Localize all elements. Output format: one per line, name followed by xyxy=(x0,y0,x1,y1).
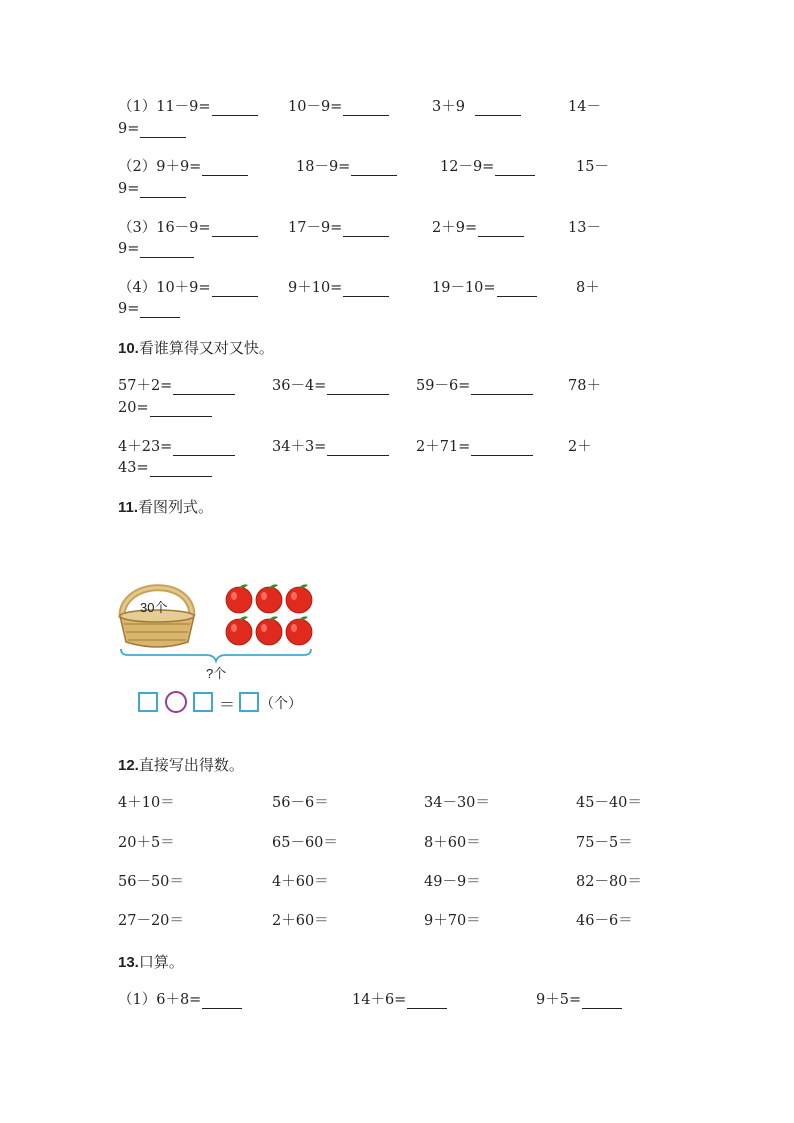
section-12-heading: 12.直接写出得数。 xyxy=(118,756,244,774)
problem-12-2-4: 75－5＝ xyxy=(576,835,633,851)
problem-13-2: 14＋6= xyxy=(352,991,447,1009)
answer-blank[interactable] xyxy=(140,123,186,138)
answer-blank[interactable] xyxy=(212,101,258,116)
equation-box-result[interactable] xyxy=(239,692,259,712)
answer-blank[interactable] xyxy=(140,303,180,318)
answer-blank[interactable] xyxy=(478,222,524,237)
problem-9-4-a: （4）10＋9= xyxy=(118,279,258,297)
problem-9-2-c: 12－9= xyxy=(440,158,535,176)
problem-9-3-c: 2＋9= xyxy=(432,219,524,237)
problem-9-4-b: 9＋10= xyxy=(288,279,389,297)
problem-9-1-c: 3＋9 xyxy=(432,98,521,116)
apple-icon xyxy=(256,616,282,645)
basket-apples-figure xyxy=(118,570,318,720)
total-brace xyxy=(121,649,311,661)
basket-label: 30个 xyxy=(140,600,168,615)
answer-blank[interactable] xyxy=(582,994,622,1009)
answer-blank[interactable] xyxy=(150,462,212,477)
section-13-heading: 13.口算。 xyxy=(118,953,184,971)
answer-blank[interactable] xyxy=(351,161,397,176)
answer-blank[interactable] xyxy=(212,282,258,297)
answer-blank[interactable] xyxy=(173,441,235,456)
apple-icon xyxy=(226,616,252,645)
equals-sign: ＝ xyxy=(219,695,236,714)
problem-9-1-e: 9= xyxy=(118,120,186,138)
apple-icon xyxy=(286,616,312,645)
problem-10-2-c: 2＋71= xyxy=(416,438,533,456)
problem-12-1-2: 56－6＝ xyxy=(272,795,329,811)
problem-10-2-e: 43= xyxy=(118,459,212,477)
problem-13-3: 9＋5= xyxy=(536,991,622,1009)
section-11-heading: 11.看图列式。 xyxy=(118,498,214,516)
answer-blank[interactable] xyxy=(202,994,242,1009)
problem-12-1-1: 4＋10＝ xyxy=(118,795,175,811)
problem-9-3-b: 17－9= xyxy=(288,219,389,237)
answer-blank[interactable] xyxy=(471,380,533,395)
answer-blank[interactable] xyxy=(150,402,212,417)
problem-12-2-1: 20＋5＝ xyxy=(118,835,175,851)
problem-12-1-4: 45－40＝ xyxy=(576,795,642,811)
problem-12-4-2: 2＋60＝ xyxy=(272,913,329,929)
problem-12-4-3: 9＋70＝ xyxy=(424,913,481,929)
answer-blank[interactable] xyxy=(327,380,389,395)
problem-10-1-e: 20= xyxy=(118,399,212,417)
section-10-heading: 10.看谁算得又对又快。 xyxy=(118,339,274,357)
problem-12-4-1: 27－20＝ xyxy=(118,913,184,929)
answer-blank[interactable] xyxy=(343,222,389,237)
problem-9-2-a: （2）9＋9= xyxy=(118,158,248,176)
problem-12-3-1: 56－50＝ xyxy=(118,874,184,890)
problem-9-3-e: 9= xyxy=(118,240,194,258)
apple-icon xyxy=(226,584,252,613)
problem-9-1-b: 10－9= xyxy=(288,98,389,116)
problem-9-2-e: 9= xyxy=(118,180,186,198)
problem-12-3-3: 49－9＝ xyxy=(424,874,481,890)
answer-blank[interactable] xyxy=(471,441,533,456)
problem-9-4-e: 9= xyxy=(118,300,180,318)
problem-10-1-c: 59－6= xyxy=(416,377,533,395)
answer-blank[interactable] xyxy=(202,161,248,176)
problem-12-2-2: 65－60＝ xyxy=(272,835,338,851)
problem-10-2-a: 4＋23= xyxy=(118,438,235,456)
answer-blank[interactable] xyxy=(475,101,521,116)
problem-12-3-2: 4＋60＝ xyxy=(272,874,329,890)
answer-blank[interactable] xyxy=(327,441,389,456)
answer-blank[interactable] xyxy=(173,380,235,395)
answer-blank[interactable] xyxy=(212,222,258,237)
problem-9-4-d: 8＋ xyxy=(576,280,600,296)
problem-10-2-b: 34＋3= xyxy=(272,438,389,456)
problem-9-2-b: 18－9= xyxy=(296,158,397,176)
answer-blank[interactable] xyxy=(343,101,389,116)
problem-10-1-b: 36－4= xyxy=(272,377,389,395)
equation-operator-circle[interactable] xyxy=(165,691,187,713)
apple-icon xyxy=(256,584,282,613)
unit-label: （个） xyxy=(260,696,302,712)
equation-box-1[interactable] xyxy=(138,692,158,712)
answer-blank[interactable] xyxy=(407,994,447,1009)
problem-12-2-3: 8＋60＝ xyxy=(424,835,481,851)
answer-blank[interactable] xyxy=(140,243,194,258)
answer-blank[interactable] xyxy=(497,282,537,297)
problem-10-2-d: 2＋ xyxy=(568,439,592,455)
problem-9-2-d: 15－ xyxy=(576,159,609,175)
answer-blank[interactable] xyxy=(495,161,535,176)
problem-9-3-d: 13－ xyxy=(568,220,601,236)
problem-9-3-a: （3）16－9= xyxy=(118,219,258,237)
answer-blank[interactable] xyxy=(140,183,186,198)
problem-9-1-d: 14－ xyxy=(568,99,601,115)
problem-10-1-d: 78＋ xyxy=(568,378,601,394)
problem-10-1-a: 57＋2= xyxy=(118,377,235,395)
problem-12-3-4: 82－80＝ xyxy=(576,874,642,890)
apples-group xyxy=(226,584,312,645)
answer-blank[interactable] xyxy=(343,282,389,297)
apple-icon xyxy=(286,584,312,613)
problem-13-1: （1）6＋8= xyxy=(118,991,242,1009)
total-label: ?个 xyxy=(206,666,227,681)
problem-12-4-4: 46－6＝ xyxy=(576,913,633,929)
basket-illustration xyxy=(118,570,318,670)
problem-9-4-c: 19－10= xyxy=(432,279,537,297)
problem-9-1-a: （1）11－9= xyxy=(118,98,258,116)
problem-12-1-3: 34－30＝ xyxy=(424,795,490,811)
equation-box-2[interactable] xyxy=(193,692,213,712)
